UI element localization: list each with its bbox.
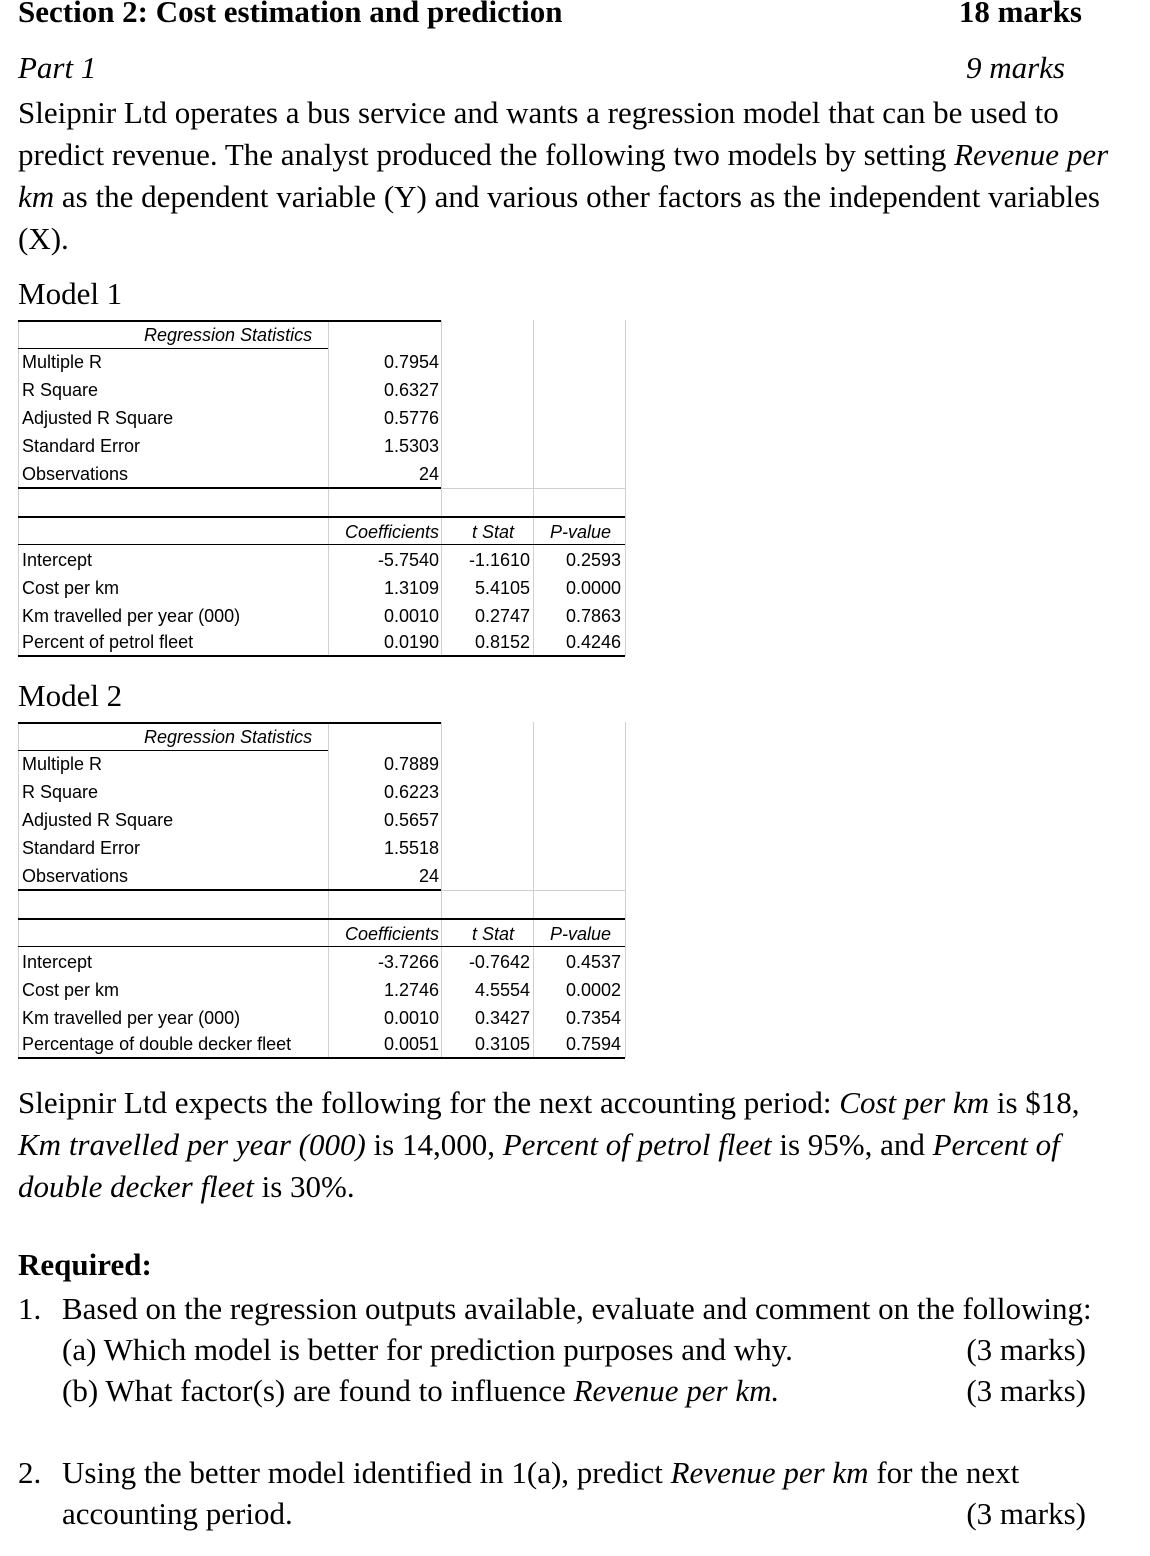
- question-number: 2.: [18, 1455, 42, 1490]
- coef-header-row: Coefficients t Stat P-value: [344, 924, 611, 944]
- table-row: R Square 0.6327: [22, 380, 439, 400]
- question-number: 1.: [18, 1291, 42, 1326]
- table-row: Cost per km 1.2746 4.5554 0.0002: [22, 980, 621, 1000]
- table-row: Multiple R 0.7889: [22, 754, 439, 774]
- question-2: [18, 1452, 1118, 1542]
- question-2-marks: (3 marks): [966, 1496, 1086, 1531]
- table-row: Observations 24: [22, 866, 439, 886]
- question-1b-text: (b) What factor(s) are found to influence Revenue per km.: [62, 1373, 780, 1408]
- section-title: Section 2: Cost estimation and prediction: [18, 0, 563, 29]
- question-2-text-cont: accounting period.: [62, 1496, 293, 1531]
- intro-paragraph: [18, 92, 1128, 260]
- question-1b-marks: (3 marks): [966, 1373, 1086, 1408]
- table-row: Intercept -5.7540 -1.1610 0.2593: [22, 550, 621, 570]
- stats-header: Regression Statistics: [144, 727, 313, 747]
- stats-header: Regression Statistics: [144, 325, 313, 345]
- model-1-title: Model 1: [18, 276, 123, 311]
- table-row: Km travelled per year (000) 0.0010 0.2747 0.7863: [22, 606, 621, 626]
- table-row: Percentage of double decker fleet 0.0051 0.3105 0.7594: [22, 1034, 621, 1054]
- part-marks: 9 marks: [965, 50, 1065, 85]
- intro-text-b: as the dependent variable (Y) and various other factors as the independent variables (X).: [18, 179, 1100, 256]
- table-row: Adjusted R Square 0.5776: [22, 408, 439, 428]
- model-2-title: Model 2: [18, 678, 123, 713]
- table-row: Multiple R 0.7954: [22, 352, 439, 372]
- question-text: Using the better model identified in 1(a), predict Revenue per km for the next: [62, 1455, 1020, 1490]
- required-title: Required:: [18, 1247, 152, 1282]
- table-row: R Square 0.6223: [22, 782, 439, 802]
- section-marks: 18 marks: [958, 0, 1082, 29]
- table-row: Adjusted R Square 0.5657: [22, 810, 439, 830]
- table-row: Cost per km 1.3109 5.4105 0.0000: [22, 578, 621, 598]
- table-row: Observations 24: [22, 464, 439, 484]
- question-1a-text: (a) Which model is better for prediction purposes and why.: [62, 1332, 793, 1367]
- table-row: Standard Error 1.5518: [22, 838, 439, 858]
- intro-text-a: Sleipnir Ltd operates a bus service and wants a regression model that can be used to predict revenue. The analyst produced the following two models by setting: [18, 95, 1059, 172]
- question-1: [18, 1288, 1118, 1418]
- coef-header-row: Coefficients t Stat P-value: [344, 522, 611, 542]
- question-1a-marks: (3 marks): [966, 1332, 1086, 1367]
- question-text: Based on the regression outputs available, evaluate and comment on the following:: [62, 1291, 1092, 1326]
- part-title: Part 1: [18, 50, 97, 85]
- table-row: Percent of petrol fleet 0.0190 0.8152 0.4246: [22, 632, 621, 652]
- table-row: Intercept -3.7266 -0.7642 0.4537: [22, 952, 621, 972]
- expectations-paragraph: Sleipnir Ltd expects the following for the next accounting period: Cost per km is $18, Km travelled per year (000) is 14,000, Percent of petrol fleet is 95%, and Percent of double decker fleet is 30%.: [18, 1085, 1080, 1204]
- table-row: Km travelled per year (000) 0.0010 0.3427 0.7354: [22, 1008, 621, 1028]
- table-row: Standard Error 1.5303: [22, 436, 439, 456]
- intro-italic-a: Revenue per km: [18, 137, 1109, 214]
